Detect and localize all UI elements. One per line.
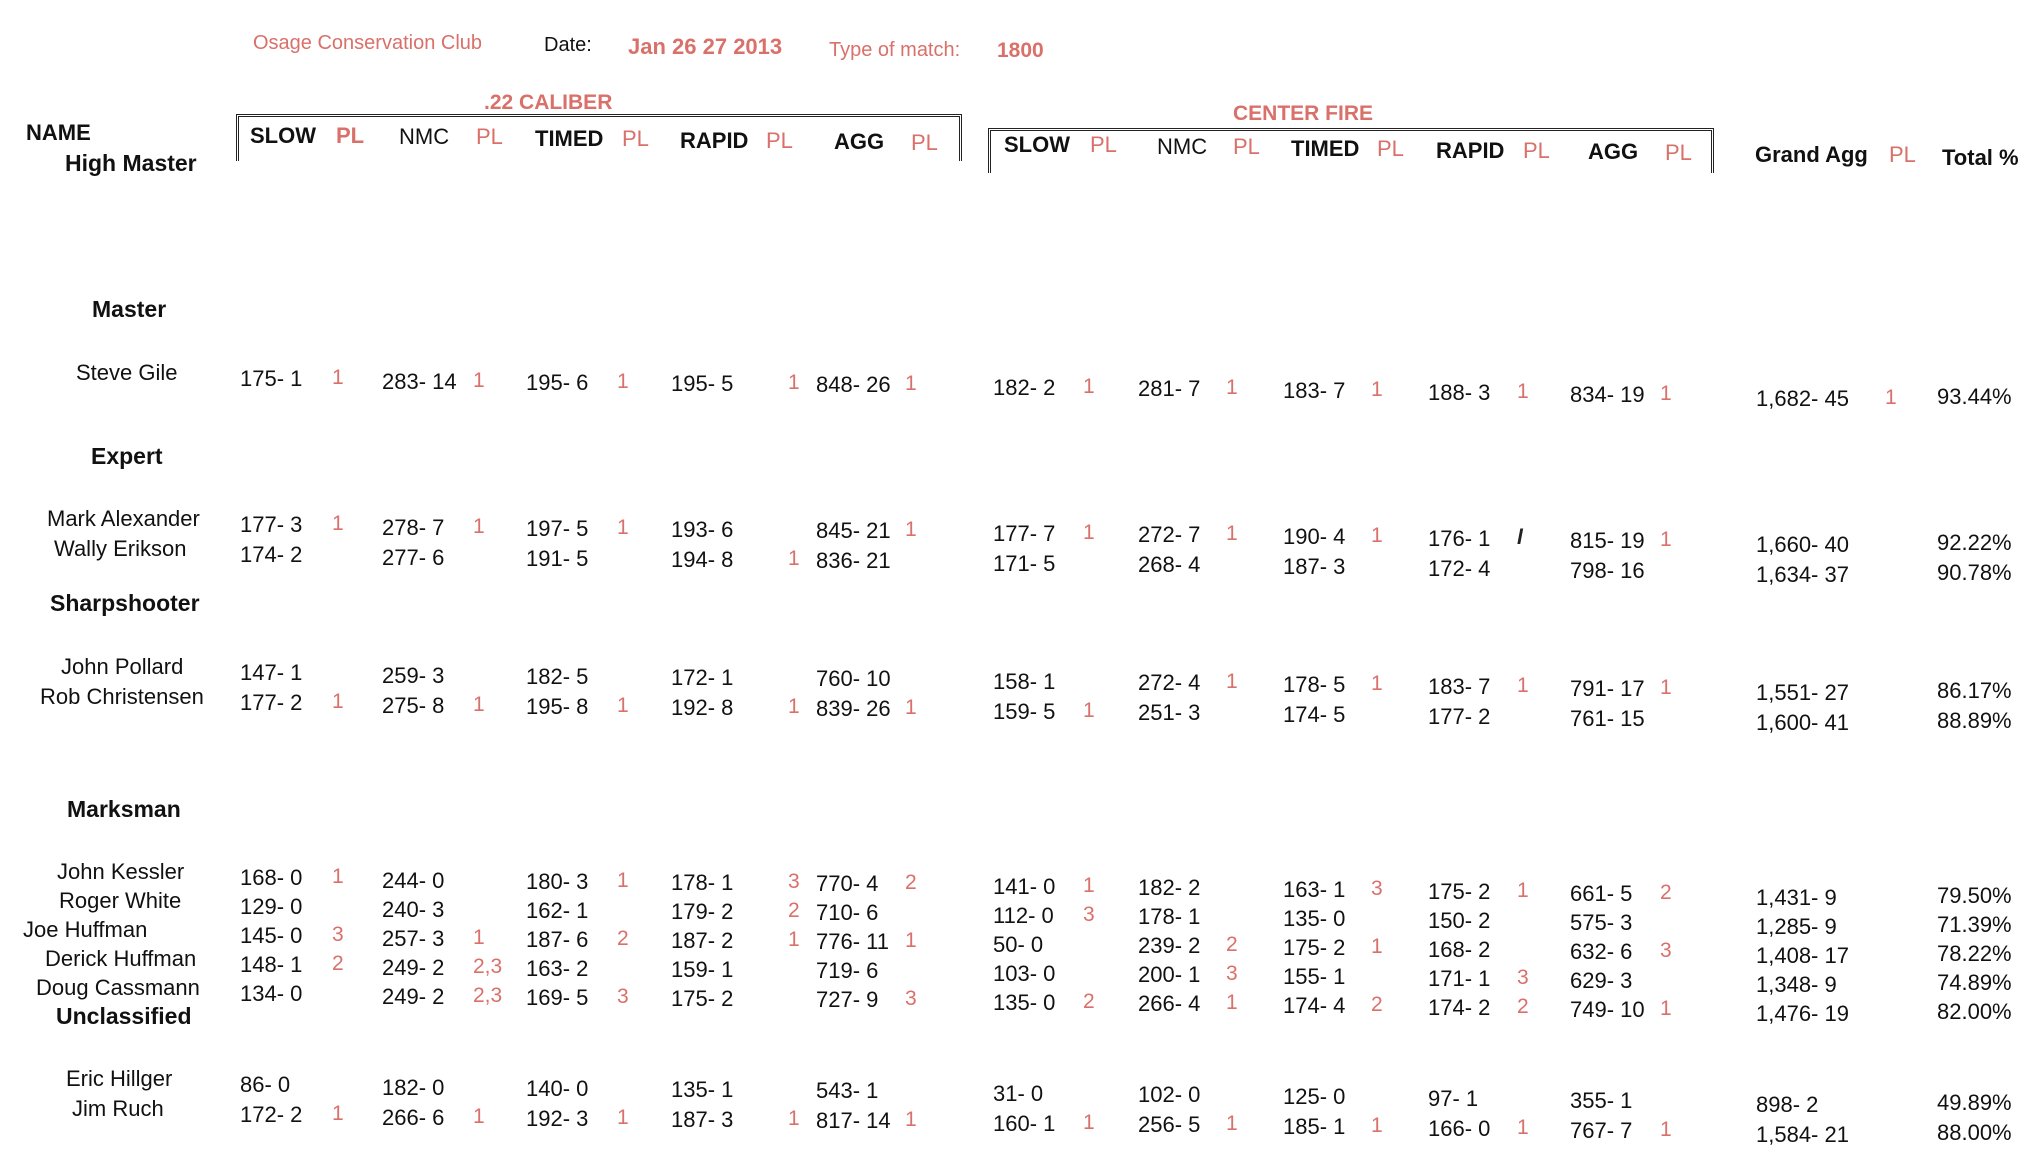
score-r22: 159- 1 <box>671 957 734 982</box>
col-agg-cf: AGG <box>1588 139 1639 164</box>
score-acf: 355- 1 <box>1570 1088 1633 1113</box>
score-tcf: 125- 0 <box>1283 1084 1346 1109</box>
score-a22: 710- 6 <box>816 900 879 925</box>
shooter-name: Roger White <box>59 888 182 913</box>
date-value: Jan 26 27 2013 <box>628 34 783 59</box>
place-ncf: 3 <box>1226 962 1238 985</box>
shooter-name: John Kessler <box>57 859 185 884</box>
score-r22: 187- 3 <box>671 1107 734 1132</box>
match-type-value: 1800 <box>997 39 1044 62</box>
score-rcf: 166- 0 <box>1428 1116 1491 1141</box>
score-grand: 1,476- 19 <box>1756 1001 1849 1026</box>
score-ncf: 266- 4 <box>1138 991 1201 1016</box>
place-n22: 2,3 <box>473 955 503 978</box>
score-tcf: 183- 7 <box>1283 378 1346 403</box>
total-percent: 88.00% <box>1937 1120 2012 1145</box>
place-scf: 1 <box>1083 874 1095 897</box>
score-s22: 177- 3 <box>240 512 303 537</box>
place-rcf: l <box>1517 526 1523 549</box>
score-s22: 145- 0 <box>240 923 303 948</box>
place-scf: 1 <box>1083 375 1095 398</box>
score-r22: 135- 1 <box>671 1077 734 1102</box>
score-rcf: 172- 4 <box>1428 556 1491 581</box>
class-unclassified: Unclassified <box>56 1003 192 1029</box>
place-s22: 1 <box>332 865 344 888</box>
score-acf: 761- 15 <box>1570 706 1645 731</box>
score-n22: 182- 0 <box>382 1075 445 1100</box>
place-rcf: 2 <box>1517 995 1529 1018</box>
col-nmc-22: NMC <box>399 124 450 149</box>
score-s22: 129- 0 <box>240 894 303 919</box>
score-ncf: 272- 4 <box>1138 670 1201 695</box>
score-n22: 249- 2 <box>382 955 445 980</box>
place-s22: 1 <box>332 512 344 535</box>
place-ncf: 1 <box>1226 1112 1238 1135</box>
score-scf: 141- 0 <box>993 874 1056 899</box>
score-grand: 898- 2 <box>1756 1092 1819 1117</box>
score-a22: 839- 26 <box>816 696 891 721</box>
date-label: Date: <box>544 34 592 56</box>
score-tcf: 178- 5 <box>1283 672 1346 697</box>
score-ncf: 268- 4 <box>1138 552 1201 577</box>
score-acf: 834- 19 <box>1570 382 1645 407</box>
score-ncf: 281- 7 <box>1138 376 1201 401</box>
score-scf: 158- 1 <box>993 669 1056 694</box>
place-t22: 1 <box>617 869 629 892</box>
score-acf: 661- 5 <box>1570 881 1633 906</box>
shooter-name: Wally Erikson <box>54 536 187 561</box>
place-r22: 1 <box>788 371 800 394</box>
score-s22: 148- 1 <box>240 952 303 977</box>
shooter-name: Joe Huffman <box>23 917 148 942</box>
score-r22: 187- 2 <box>671 928 734 953</box>
place-t22: 2 <box>617 927 629 950</box>
class-sharpshooter: Sharpshooter <box>50 590 200 616</box>
score-n22: 278- 7 <box>382 515 445 540</box>
col-pl-timed-cf: PL <box>1377 136 1404 161</box>
score-s22: 172- 2 <box>240 1102 303 1127</box>
place-acf: 1 <box>1660 382 1672 405</box>
score-a22: 848- 26 <box>816 372 891 397</box>
score-a22: 845- 21 <box>816 518 891 543</box>
score-r22: 192- 8 <box>671 695 734 720</box>
score-grand: 1,682- 45 <box>1756 386 1849 411</box>
score-t22: 140- 0 <box>526 1076 589 1101</box>
score-acf: 767- 7 <box>1570 1118 1633 1143</box>
score-tcf: 175- 2 <box>1283 935 1346 960</box>
score-t22: 191- 5 <box>526 546 589 571</box>
place-t22: 1 <box>617 1106 629 1129</box>
score-rcf: 188- 3 <box>1428 380 1491 405</box>
score-acf: 749- 10 <box>1570 997 1645 1022</box>
place-s22: 1 <box>332 1102 344 1125</box>
place-a22: 1 <box>905 696 917 719</box>
score-tcf: 174- 5 <box>1283 702 1346 727</box>
score-tcf: 155- 1 <box>1283 964 1346 989</box>
match-type-label: Type of match: <box>829 39 961 61</box>
score-tcf: 185- 1 <box>1283 1114 1346 1139</box>
col-pl-agg-22: PL <box>911 130 938 155</box>
score-ncf: 239- 2 <box>1138 933 1201 958</box>
total-percent: 92.22% <box>1937 530 2012 555</box>
col-pl-rapid-22: PL <box>766 128 793 153</box>
score-tcf: 163- 1 <box>1283 877 1346 902</box>
place-rcf: 1 <box>1517 380 1529 403</box>
score-rcf: 97- 1 <box>1428 1086 1479 1111</box>
place-rcf: 1 <box>1517 879 1529 902</box>
place-rcf: 1 <box>1517 674 1529 697</box>
place-ncf: 1 <box>1226 522 1238 545</box>
score-t22: 163- 2 <box>526 956 589 981</box>
col-agg-22: AGG <box>834 129 885 154</box>
total-percent: 90.78% <box>1937 560 2012 585</box>
place-r22: 1 <box>788 695 800 718</box>
score-r22: 179- 2 <box>671 899 734 924</box>
score-a22: 770- 4 <box>816 871 879 896</box>
score-s22: 177- 2 <box>240 690 303 715</box>
place-n22: 1 <box>473 515 485 538</box>
score-acf: 791- 17 <box>1570 676 1645 701</box>
shooter-name: John Pollard <box>61 654 184 679</box>
place-scf: 1 <box>1083 1111 1095 1134</box>
col-pl-nmc-22: PL <box>476 124 503 149</box>
score-a22: 760- 10 <box>816 666 891 691</box>
total-percent: 78.22% <box>1937 941 2012 966</box>
score-grand: 1,285- 9 <box>1756 914 1837 939</box>
col-pl-timed-22: PL <box>622 126 649 151</box>
score-tcf: 174- 4 <box>1283 993 1346 1018</box>
score-n22: 244- 0 <box>382 868 445 893</box>
class-high-master: High Master <box>65 150 197 176</box>
score-a22: 817- 14 <box>816 1108 891 1133</box>
place-a22: 2 <box>905 871 917 894</box>
place-tcf: 1 <box>1371 672 1383 695</box>
total-percent: 71.39% <box>1937 912 2012 937</box>
score-scf: 31- 0 <box>993 1081 1044 1106</box>
score-tcf: 187- 3 <box>1283 554 1346 579</box>
score-t22: 182- 5 <box>526 664 589 689</box>
col-pl-nmc-cf: PL <box>1233 134 1260 159</box>
score-a22: 719- 6 <box>816 958 879 983</box>
group-22-caliber: .22 CALIBER <box>484 91 613 114</box>
col-timed-22: TIMED <box>535 126 604 151</box>
score-n22: 257- 3 <box>382 926 445 951</box>
shooter-name: Doug Cassmann <box>36 975 200 1000</box>
score-s22: 147- 1 <box>240 660 303 685</box>
score-t22: 197- 5 <box>526 516 589 541</box>
score-rcf: 174- 2 <box>1428 995 1491 1020</box>
place-acf: 1 <box>1660 676 1672 699</box>
place-tcf: 1 <box>1371 378 1383 401</box>
score-scf: 160- 1 <box>993 1111 1056 1136</box>
place-a22: 1 <box>905 929 917 952</box>
place-ncf: 1 <box>1226 670 1238 693</box>
score-a22: 727- 9 <box>816 987 879 1012</box>
score-t22: 195- 8 <box>526 694 589 719</box>
place-tcf: 1 <box>1371 1114 1383 1137</box>
score-ncf: 251- 3 <box>1138 700 1201 725</box>
score-scf: 177- 7 <box>993 521 1056 546</box>
score-ncf: 272- 7 <box>1138 522 1201 547</box>
place-s22: 1 <box>332 366 344 389</box>
score-grand: 1,348- 9 <box>1756 972 1837 997</box>
score-acf: 815- 19 <box>1570 528 1645 553</box>
place-s22: 3 <box>332 923 344 946</box>
place-r22: 1 <box>788 1107 800 1130</box>
score-t22: 195- 6 <box>526 370 589 395</box>
class-marksman: Marksman <box>67 796 181 822</box>
col-total-pct: Total % <box>1942 145 2019 170</box>
total-percent: 93.44% <box>1937 384 2012 409</box>
score-acf: 575- 3 <box>1570 910 1633 935</box>
place-n22: 1 <box>473 1105 485 1128</box>
score-n22: 259- 3 <box>382 663 445 688</box>
total-percent: 86.17% <box>1937 678 2012 703</box>
place-acf: 1 <box>1660 528 1672 551</box>
score-grand: 1,551- 27 <box>1756 680 1849 705</box>
total-percent: 79.50% <box>1937 883 2012 908</box>
col-pl-slow-cf: PL <box>1090 132 1117 157</box>
score-grand: 1,634- 37 <box>1756 562 1849 587</box>
score-t22: 187- 6 <box>526 927 589 952</box>
col-grand-agg: Grand Agg <box>1755 142 1868 167</box>
total-percent: 49.89% <box>1937 1090 2012 1115</box>
place-a22: 3 <box>905 987 917 1010</box>
score-scf: 135- 0 <box>993 990 1056 1015</box>
place-acf: 1 <box>1660 997 1672 1020</box>
score-s22: 168- 0 <box>240 865 303 890</box>
col-name: NAME <box>26 120 91 145</box>
score-t22: 180- 3 <box>526 869 589 894</box>
score-r22: 195- 5 <box>671 371 734 396</box>
score-a22: 836- 21 <box>816 548 891 573</box>
score-grand: 1,660- 40 <box>1756 532 1849 557</box>
class-expert: Expert <box>91 443 163 469</box>
score-scf: 182- 2 <box>993 375 1056 400</box>
col-nmc-cf: NMC <box>1157 134 1208 159</box>
shooter-name: Steve Gile <box>76 360 178 385</box>
score-rcf: 175- 2 <box>1428 879 1491 904</box>
col-slow-cf: SLOW <box>1004 132 1070 157</box>
score-rcf: 171- 1 <box>1428 966 1491 991</box>
place-a22: 1 <box>905 518 917 541</box>
shooter-name: Mark Alexander <box>47 506 200 531</box>
score-grand: 1,408- 17 <box>1756 943 1849 968</box>
place-ncf: 2 <box>1226 933 1238 956</box>
score-ncf: 102- 0 <box>1138 1082 1201 1107</box>
score-s22: 175- 1 <box>240 366 303 391</box>
score-t22: 169- 5 <box>526 985 589 1010</box>
score-ncf: 182- 2 <box>1138 875 1201 900</box>
place-ncf: 1 <box>1226 991 1238 1014</box>
score-tcf: 135- 0 <box>1283 906 1346 931</box>
score-a22: 776- 11 <box>816 929 889 954</box>
col-rapid-22: RAPID <box>680 128 749 153</box>
score-acf: 798- 16 <box>1570 558 1645 583</box>
total-percent: 82.00% <box>1937 999 2012 1024</box>
place-t22: 1 <box>617 694 629 717</box>
score-acf: 629- 3 <box>1570 968 1633 993</box>
place-n22: 1 <box>473 693 485 716</box>
total-percent: 88.89% <box>1937 708 2012 733</box>
score-s22: 86- 0 <box>240 1072 291 1097</box>
place-s22: 1 <box>332 690 344 713</box>
col-rapid-cf: RAPID <box>1436 138 1505 163</box>
place-acf: 3 <box>1660 939 1672 962</box>
score-r22: 194- 8 <box>671 547 734 572</box>
col-pl-grand: PL <box>1889 142 1916 167</box>
score-scf: 103- 0 <box>993 961 1056 986</box>
place-t22: 1 <box>617 516 629 539</box>
place-tcf: 1 <box>1371 935 1383 958</box>
shooter-name: Rob Christensen <box>40 684 204 709</box>
place-scf: 1 <box>1083 521 1095 544</box>
score-n22: 275- 8 <box>382 693 445 718</box>
place-r22: 3 <box>788 870 800 893</box>
col-pl-rapid-cf: PL <box>1523 138 1550 163</box>
score-rcf: 150- 2 <box>1428 908 1491 933</box>
score-r22: 178- 1 <box>671 870 734 895</box>
place-r22: 1 <box>788 928 800 951</box>
score-tcf: 190- 4 <box>1283 524 1346 549</box>
col-slow-22: SLOW <box>250 123 316 148</box>
shooter-name: Jim Ruch <box>72 1096 164 1121</box>
score-ncf: 178- 1 <box>1138 904 1201 929</box>
score-t22: 162- 1 <box>526 898 589 923</box>
score-n22: 240- 3 <box>382 897 445 922</box>
place-tcf: 2 <box>1371 993 1383 1016</box>
score-scf: 112- 0 <box>993 903 1054 928</box>
score-t22: 192- 3 <box>526 1106 589 1131</box>
score-scf: 159- 5 <box>993 699 1056 724</box>
place-acf: 2 <box>1660 881 1672 904</box>
place-a22: 1 <box>905 372 917 395</box>
score-scf: 50- 0 <box>993 932 1044 957</box>
score-scf: 171- 5 <box>993 551 1056 576</box>
col-pl-agg-cf: PL <box>1665 140 1692 165</box>
place-tcf: 3 <box>1371 877 1383 900</box>
place-s22: 2 <box>332 952 344 975</box>
score-n22: 283- 14 <box>382 369 457 394</box>
place-n22: 1 <box>473 369 485 392</box>
score-n22: 277- 6 <box>382 545 445 570</box>
place-a22: 1 <box>905 1108 917 1131</box>
score-rcf: 177- 2 <box>1428 704 1491 729</box>
score-rcf: 168- 2 <box>1428 937 1491 962</box>
score-grand: 1,431- 9 <box>1756 885 1837 910</box>
total-percent: 74.89% <box>1937 970 2012 995</box>
class-master: Master <box>92 296 167 322</box>
score-n22: 249- 2 <box>382 984 445 1009</box>
score-acf: 632- 6 <box>1570 939 1633 964</box>
col-timed-cf: TIMED <box>1291 136 1360 161</box>
place-acf: 1 <box>1660 1118 1672 1141</box>
place-r22: 1 <box>788 547 800 570</box>
place-scf: 1 <box>1083 699 1095 722</box>
score-a22: 543- 1 <box>816 1078 879 1103</box>
club-name: Osage Conservation Club <box>253 32 483 54</box>
score-s22: 134- 0 <box>240 981 303 1006</box>
place-rcf: 3 <box>1517 966 1529 989</box>
shooter-name: Derick Huffman <box>45 946 197 971</box>
place-t22: 3 <box>617 985 629 1008</box>
score-s22: 174- 2 <box>240 542 303 567</box>
score-n22: 266- 6 <box>382 1105 445 1130</box>
score-r22: 172- 1 <box>671 665 734 690</box>
place-scf: 2 <box>1083 990 1095 1013</box>
col-pl-slow-22: PL <box>336 123 365 148</box>
score-rcf: 183- 7 <box>1428 674 1491 699</box>
place-t22: 1 <box>617 370 629 393</box>
score-r22: 193- 6 <box>671 517 734 542</box>
group-center-fire: CENTER FIRE <box>1233 102 1374 125</box>
place-scf: 3 <box>1083 903 1095 926</box>
place-tcf: 1 <box>1371 524 1383 547</box>
score-ncf: 200- 1 <box>1138 962 1201 987</box>
place-grand: 1 <box>1885 386 1897 409</box>
score-grand: 1,584- 21 <box>1756 1122 1849 1147</box>
place-n22: 1 <box>473 926 485 949</box>
score-rcf: 176- 1 <box>1428 526 1491 551</box>
place-rcf: 1 <box>1517 1116 1529 1139</box>
score-r22: 175- 2 <box>671 986 734 1011</box>
score-grand: 1,600- 41 <box>1756 710 1849 735</box>
score-ncf: 256- 5 <box>1138 1112 1201 1137</box>
place-ncf: 1 <box>1226 376 1238 399</box>
place-n22: 2,3 <box>473 984 503 1007</box>
place-r22: 2 <box>788 899 800 922</box>
shooter-name: Eric Hillger <box>66 1066 173 1091</box>
